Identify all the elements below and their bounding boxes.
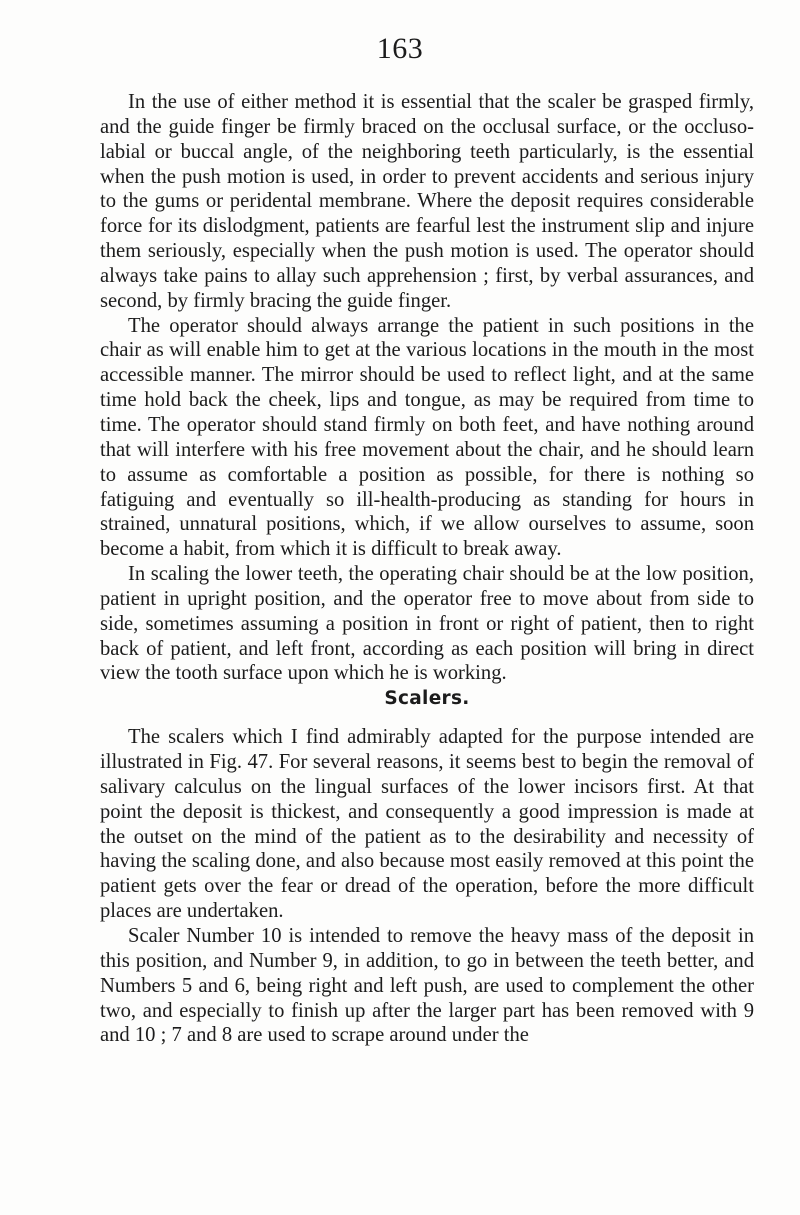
- paragraph-1: In the use of either method it is essential that the scaler be grasped firmly, and the guide finger be firmly braced on the occlusal surface, or the occluso-labial or buccal angle, of the neighboring teeth particularly, is the essential when the push motion is used, in order to prevent accidents and serious injury to the gums or peridental membrane. Where the deposit requires considerable force for its dislodgment, patients are fearful lest the instrument slip and injure them seriously, especially when the push motion is used. The operator should always take pains to allay such apprehension ; first, by verbal assurances, and second, by firmly bracing the guide finger.: [100, 91, 754, 312]
- paragraph-3: In scaling the lower teeth, the operating chair should be at the low position, patient in upright position, and the operator free to move about from side to side, sometimes assuming a position in front or right of patient, then to right back of patient, and left front, according as each position will bring in direct view the tooth surface upon which he is working.: [100, 563, 754, 685]
- paragraph-4: The scalers which I find admirably adapted for the purpose intended are illustrated in Fig. 47. For several reasons, it seems best to begin the removal of salivary calculus on the lingual surfaces of the lower incisors first. At that point the deposit is thickest, and consequently a good impression is made at the outset on the mind of the patient as to the desirability and necessity of having the scaling done, and also because most easily removed at this point the patient gets over the fear or dread of the operation, before the more difficult places are undertaken.: [100, 726, 754, 923]
- paragraph-5: Scaler Number 10 is intended to remove the heavy mass of the deposit in this position, and Number 9, in addition, to go in between the teeth better, and Numbers 5 and 6, being right and left push, are used to complement the other two, and especially to finish up after the larger part has been removed with 9 and 10 ; 7 and 8 are used to scrape around under the: [100, 925, 754, 1047]
- page-number: 163: [376, 32, 424, 65]
- section-heading: Scalers.: [384, 688, 470, 710]
- paragraph-2: The operator should always arrange the patient in such positions in the chair as will enable him to get at the various locations in the mouth in the most accessible manner. The mirror should be used to reflect light, and at the same time hold back the cheek, lips and tongue, as may be required from time to time. The operator should stand firmly on both feet, and have nothing around that will interfere with his free movement about the chair, and he should learn to assume as comfortable a position as possible, for there is nothing so fatiguing and eventually so ill-health-producing as standing for hours in strained, unnatural positions, which, if we allow ourselves to assume, soon become a habit, from which it is difficult to break away.: [100, 314, 754, 561]
- page-body: [100, 90, 754, 1048]
